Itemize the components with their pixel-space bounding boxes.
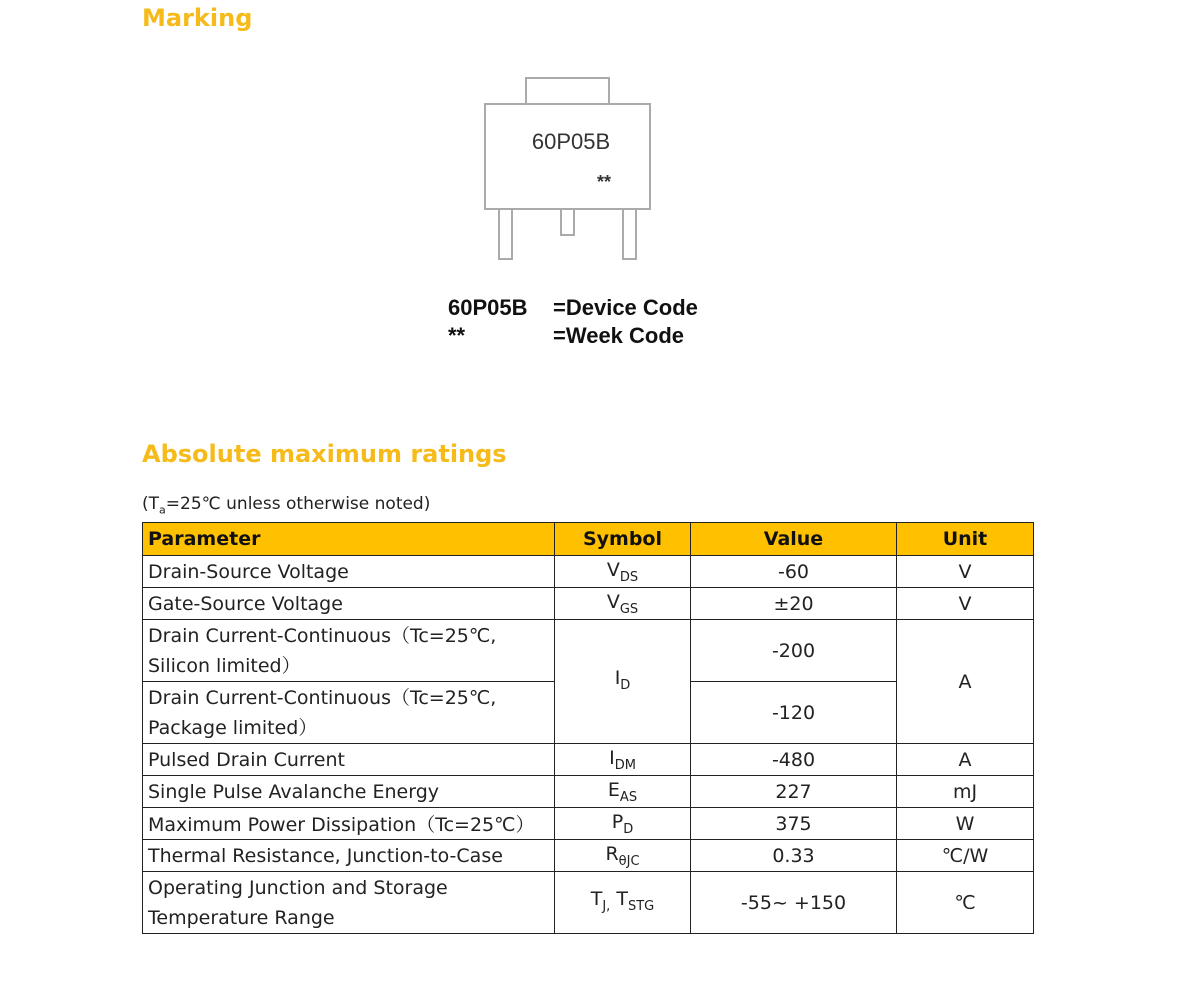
note-subscript: a	[159, 503, 166, 517]
cell-unit: ℃/W	[897, 840, 1034, 872]
cell-value: 0.33	[691, 840, 897, 872]
cell-symbol	[555, 744, 691, 776]
cell-value: 375	[691, 808, 897, 840]
symbol-main: R	[605, 842, 619, 865]
legend-description: =Device Code	[553, 295, 698, 320]
symbol-subscript: DS	[619, 569, 639, 585]
symbol-subscript: DM	[614, 757, 636, 773]
cell-parameter: Drain Current-Continuous（Tc=25℃, Package limited）	[143, 682, 555, 744]
conditions-note	[142, 494, 430, 516]
header-symbol: Symbol	[555, 523, 691, 556]
legend-description: =Week Code	[553, 323, 685, 348]
cell-parameter: Operating Junction and Storage Temperature Range	[143, 872, 555, 934]
table-row	[143, 620, 1034, 682]
symbol-main: I	[609, 746, 615, 769]
cell-parameter: Maximum Power Dissipation（Tc=25℃）	[143, 808, 555, 840]
cell-unit: A	[897, 744, 1034, 776]
cell-parameter: Thermal Resistance, Junction-to-Case	[143, 840, 555, 872]
cell-parameter: Single Pulse Avalanche Energy	[143, 776, 555, 808]
cell-unit: V	[897, 556, 1034, 588]
header-parameter: Parameter	[143, 523, 555, 556]
cell-parameter: Drain-Source Voltage	[143, 556, 555, 588]
cell-unit: W	[897, 808, 1034, 840]
package-outline-diagram	[482, 76, 654, 262]
table-row	[143, 588, 1034, 620]
package-lead-right	[623, 209, 636, 259]
symbol-main: T	[590, 887, 603, 910]
table-row	[143, 808, 1034, 840]
table-row	[143, 744, 1034, 776]
symbol-subscript: θJC	[618, 853, 640, 869]
legend-code: 60P05B	[448, 295, 528, 320]
cell-value: ±20	[691, 588, 897, 620]
note-suffix: =25℃ unless otherwise noted)	[165, 494, 431, 514]
symbol-main: I	[614, 666, 621, 689]
cell-symbol	[555, 840, 691, 872]
cell-symbol	[555, 556, 691, 588]
table-row	[143, 776, 1034, 808]
cell-symbol	[555, 808, 691, 840]
cell-symbol	[555, 776, 691, 808]
table-row	[143, 840, 1034, 872]
table-row	[143, 872, 1034, 934]
marking-heading: Marking	[142, 4, 253, 32]
package-week-code: **	[596, 172, 612, 192]
cell-parameter: Drain Current-Continuous（Tc=25℃, Silicon limited）	[143, 620, 555, 682]
symbol-main-2: T	[610, 887, 628, 910]
legend-code: **	[448, 323, 466, 348]
table-row	[143, 556, 1034, 588]
legend-row-week	[448, 322, 698, 350]
symbol-subscript: GS	[619, 601, 639, 617]
cell-value: -480	[691, 744, 897, 776]
cell-unit: A	[897, 620, 1034, 744]
header-unit: Unit	[897, 523, 1034, 556]
symbol-subscript: D	[623, 821, 634, 837]
cell-unit: V	[897, 588, 1034, 620]
ratings-heading: Absolute maximum ratings	[142, 440, 507, 468]
table-header-row	[143, 523, 1034, 556]
cell-value: 227	[691, 776, 897, 808]
cell-unit: ℃	[897, 872, 1034, 934]
package-body	[485, 104, 650, 209]
cell-value: -60	[691, 556, 897, 588]
cell-parameter: Pulsed Drain Current	[143, 744, 555, 776]
symbol-main: V	[606, 590, 620, 613]
symbol-subscript: D	[620, 677, 631, 693]
cell-unit: mJ	[897, 776, 1034, 808]
cell-value: -55~ +150	[691, 872, 897, 934]
cell-parameter: Gate-Source Voltage	[143, 588, 555, 620]
package-tab	[526, 78, 609, 104]
legend-row-device	[448, 294, 698, 322]
marking-legend	[448, 294, 698, 350]
cell-symbol	[555, 620, 691, 744]
package-lead-middle	[561, 209, 574, 235]
package-lead-left	[499, 209, 512, 259]
symbol-subscript-2: STG	[627, 898, 655, 914]
absolute-maximum-ratings-table	[142, 522, 1034, 934]
symbol-main: P	[611, 810, 624, 833]
cell-symbol	[555, 588, 691, 620]
cell-value: -200	[691, 620, 897, 682]
note-prefix: (T	[142, 494, 160, 514]
symbol-main: V	[606, 558, 620, 581]
symbol-subscript: J,	[602, 898, 611, 914]
symbol-subscript: AS	[619, 789, 638, 805]
header-value: Value	[691, 523, 897, 556]
symbol-main: E	[607, 778, 620, 801]
cell-value: -120	[691, 682, 897, 744]
package-device-code: 60P05B	[531, 129, 611, 154]
cell-symbol	[555, 872, 691, 934]
